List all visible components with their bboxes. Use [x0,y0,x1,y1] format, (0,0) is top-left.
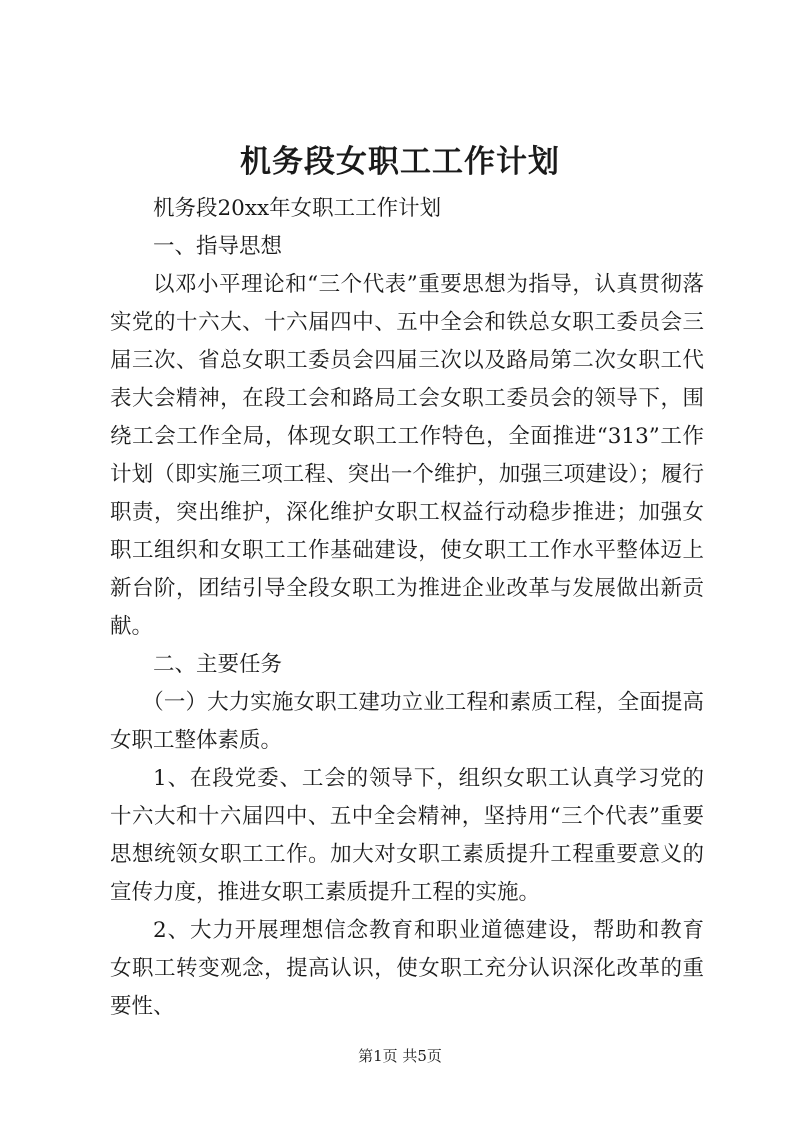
document-body [110,190,704,1026]
section-heading-main-tasks: 二、主要任务 [153,652,283,677]
subtitle-paragraph: 机务段20xx年女职工工作计划 [153,196,442,221]
page-footer: 第1页 共5页 [358,1047,442,1065]
body-paragraph: 2、大力开展理想信念教育和职业道德建设，帮助和教育女职工转变观念，提高认识，使女职工充分认识深化改革的重要性、 [110,918,704,1019]
document-title: 机务段女职工工作计划 [240,144,560,180]
body-paragraph: 1、在段党委、工会的领导下，组织女职工认真学习党的十六大和十六届四中、五中全会精神，坚持用“三个代表”重要思想统领女职工工作。加大对女职工素质提升工程重要意义的宣传力度，推进女职工素质提升工程的实施。 [110,766,704,905]
subsection-heading: （一）大力实施女职工建功立业工程和素质工程，全面提高女职工整体素质。 [110,690,704,753]
body-paragraph: 以邓小平理论和“三个代表”重要思想为指导，认真贯彻落实党的十六大、十六届四中、五中全会和铁总女职工委员会三届三次、省总女职工委员会四届三次以及路局第二次女职工代表大会精神，在段工会和路局工会女职工委员会的领导下，围绕工会工作全局，体现女职工工作特色，全面推进“313”工作计划（即实施三项工程、突出一个维护，加强三项建设）；履行职责，突出维护，深化维护女职工权益行动稳步推进；加强女职工组织和女职工工作基础建设，使女职工工作水平整体迈上新台阶，团结引导全段女职工为推进企业改革与发展做出新贡献。 [110,272,704,639]
section-heading-guiding-thought: 一、指导思想 [153,234,283,259]
